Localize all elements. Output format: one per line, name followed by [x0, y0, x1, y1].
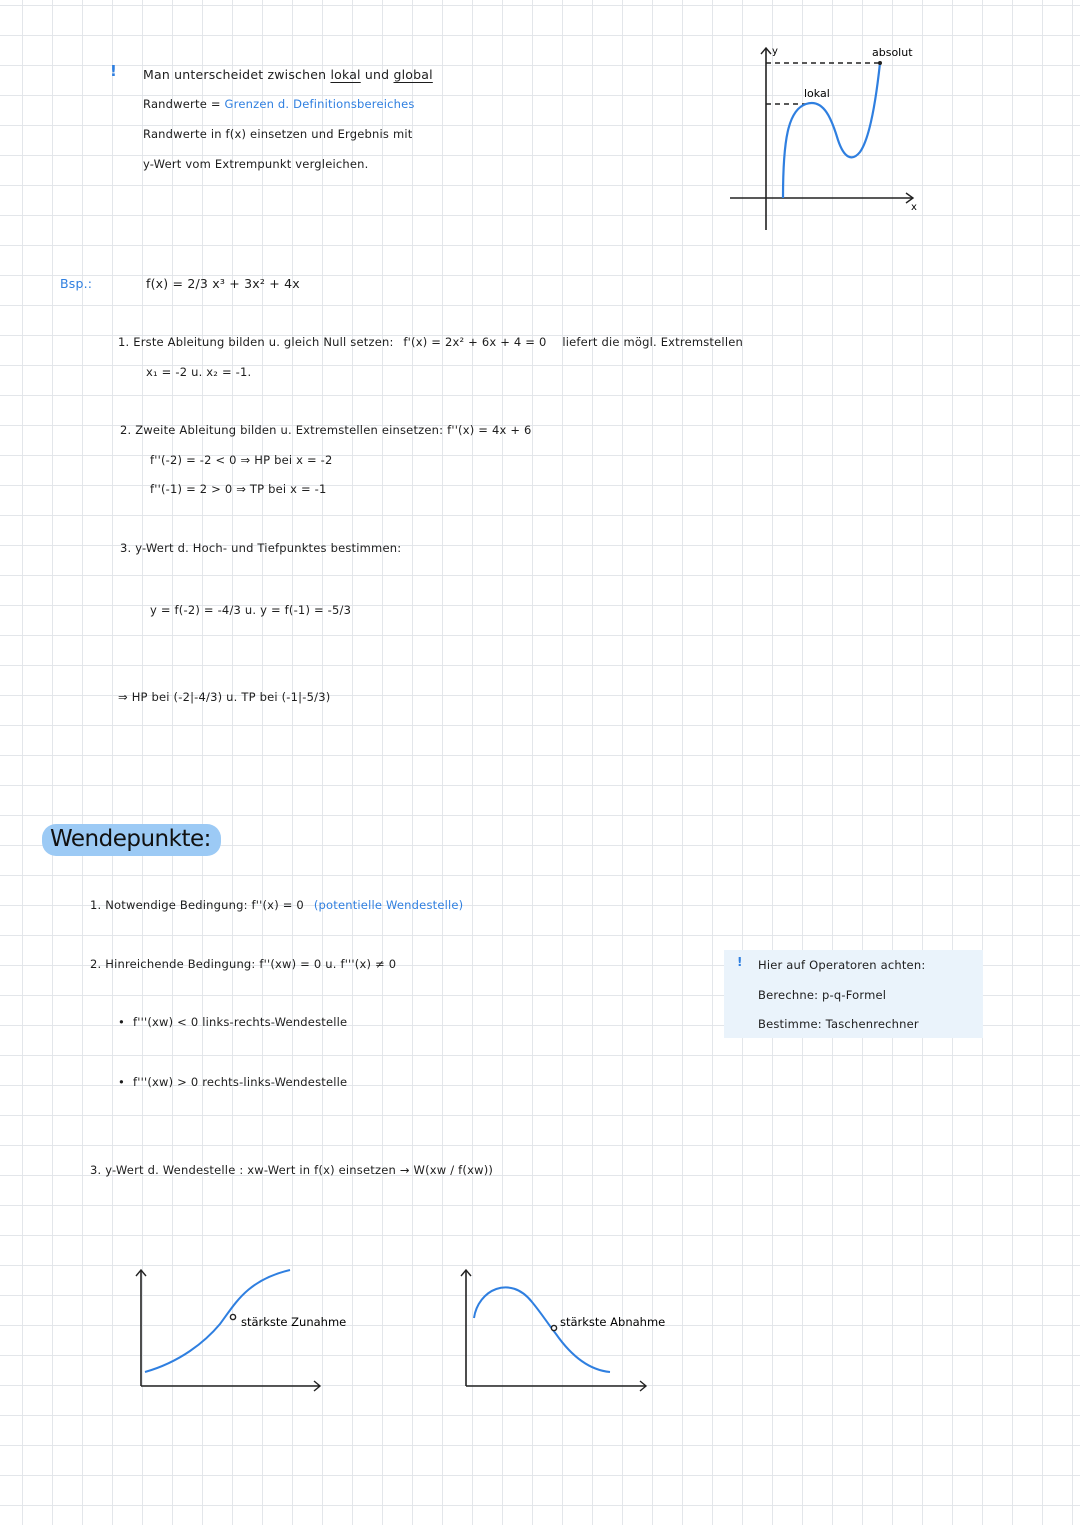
intro-lokal-word: lokal [330, 67, 361, 82]
wendepunkte-condition-3: 3. y-Wert d. Wendestelle : xw-Wert in f(x) einsetzen → W(xw / f(xw)) [90, 1163, 494, 1177]
intro-line-4: y-Wert vom Extrempunkt vergleichen. [143, 157, 369, 171]
example-step1 [118, 335, 743, 349]
intro-global-word: global [393, 67, 433, 82]
extrema-graph-absolut-point [878, 61, 882, 65]
decrease-curve [474, 1287, 610, 1372]
wendepunkte-condition-2: 2. Hinreichende Bedingung: f''(xw) = 0 u. f'''(x) ≠ 0 [90, 957, 397, 971]
intro-randwerte-label: Randwerte = [143, 97, 221, 111]
intro-line-1 [143, 67, 433, 82]
strongest-increase-diagram [135, 1262, 395, 1392]
wendepunkte-bullet-1 [118, 1015, 347, 1029]
extrema-graph-absolut-label: absolut [872, 46, 913, 59]
wendepunkte-condition-1-note: (potentielle Wendestelle) [313, 898, 464, 912]
example-step1-roots: x₁ = -2 u. x₂ = -1. [146, 365, 252, 379]
increase-label: stärkste Zunahme [241, 1315, 347, 1329]
operator-note-line-3: Bestimme: Taschenrechner [758, 1017, 919, 1031]
extrema-graph-curve [783, 63, 880, 198]
example-step2-tp: f''(-1) = 2 > 0 ⇒ TP bei x = -1 [150, 482, 327, 496]
example-result: ⇒ HP bei (-2|-4/3) u. TP bei (-1|-5/3) [118, 690, 331, 704]
wendepunkte-heading: Wendepunkte: [42, 824, 221, 856]
intro-und-word: und [364, 67, 390, 82]
example-step2: 2. Zweite Ableitung bilden u. Extremstellen einsetzen: f''(x) = 4x + 6 [120, 423, 532, 437]
extrema-graph [728, 40, 928, 240]
wendepunkte-condition-1 [90, 898, 463, 912]
operator-note-line-1: Hier auf Operatoren achten: [758, 958, 926, 972]
bullet-dot-icon: • [118, 1015, 125, 1029]
intro-line-2 [143, 97, 415, 111]
decrease-label: stärkste Abnahme [560, 1315, 666, 1329]
extrema-graph-y-label: y [772, 46, 778, 57]
bullet-dot-icon: • [118, 1075, 125, 1089]
example-label: Bsp.: [60, 276, 93, 291]
wendepunkte-condition-1-text: 1. Notwendige Bedingung: f''(x) = 0 [90, 898, 304, 912]
wendepunkte-bullet-1-text: f'''(xw) < 0 links-rechts-Wendestelle [132, 1015, 348, 1029]
example-step3-values: y = f(-2) = -4/3 u. y = f(-1) = -5/3 [150, 603, 352, 617]
strongest-decrease-diagram [460, 1262, 720, 1392]
example-function: f(x) = 2/3 x³ + 3x² + 4x [146, 276, 300, 291]
wendepunkte-bullet-2 [118, 1075, 347, 1089]
extrema-graph-lokal-label: lokal [804, 87, 830, 100]
example-step3: 3. y-Wert d. Hoch- und Tiefpunktes bestimmen: [120, 541, 402, 555]
example-step2-hp: f''(-2) = -2 < 0 ⇒ HP bei x = -2 [150, 453, 333, 467]
intro-randwerte-definition: Grenzen d. Definitionsbereiches [224, 97, 415, 111]
exclamation-icon: ! [110, 62, 117, 80]
exclamation-icon: ! [737, 955, 743, 969]
operator-note-line-2: Berechne: p-q-Formel [758, 988, 887, 1002]
intro-line-1-prefix: Man unterscheidet zwischen [143, 67, 327, 82]
example-step1-result: liefert die mögl. Extremstellen [562, 335, 743, 349]
extrema-graph-x-label: x [911, 202, 917, 213]
example-step1-derivative: f'(x) = 2x² + 6x + 4 = 0 [403, 335, 547, 349]
example-step1-text: 1. Erste Ableitung bilden u. gleich Null setzen: [118, 335, 394, 349]
wendepunkte-bullet-2-text: f'''(xw) > 0 rechts-links-Wendestelle [132, 1075, 348, 1089]
decrease-inflection-point [551, 1325, 556, 1330]
intro-line-3: Randwerte in f(x) einsetzen und Ergebnis mit [143, 127, 413, 141]
increase-inflection-point [230, 1314, 235, 1319]
